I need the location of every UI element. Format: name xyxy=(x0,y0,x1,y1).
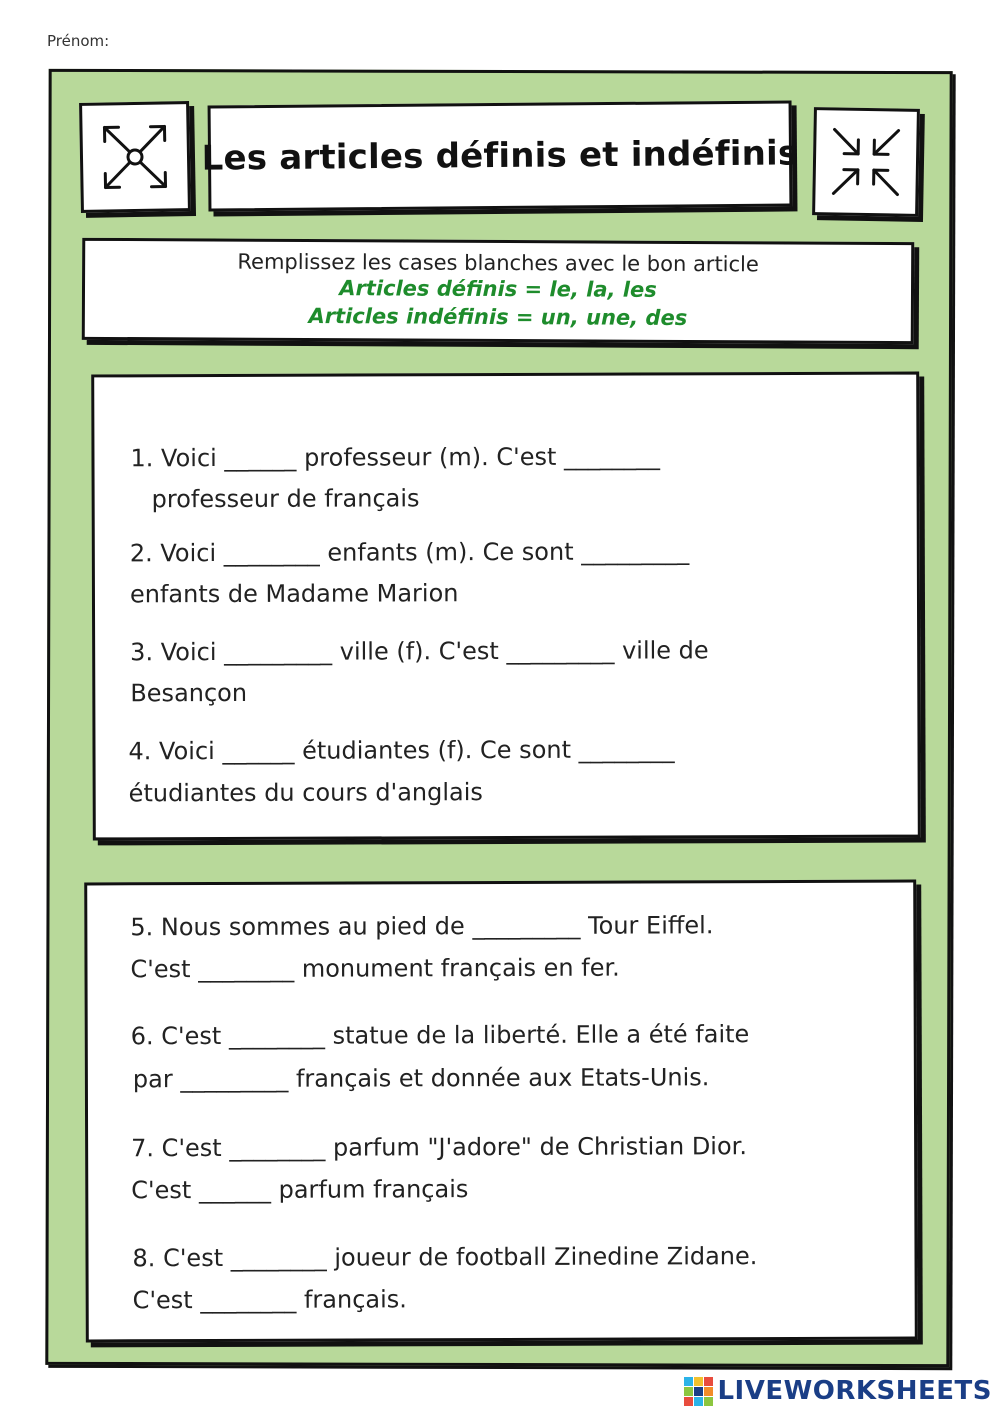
exercise-4-line-2: étudiantes du cours d'anglais xyxy=(128,778,483,808)
exercise-6-line-2: par _________ français et donnée aux Etats-Unis. xyxy=(132,1063,710,1094)
exercise-5-line-2: C'est ________ monument français en fer. xyxy=(130,953,620,984)
exercise-7-line-2: C'est ______ parfum français xyxy=(131,1175,469,1205)
name-label: Prénom: xyxy=(47,32,110,50)
exercise-2-line-2: enfants de Madame Marion xyxy=(129,579,459,609)
collapse-arrows-icon xyxy=(825,121,906,202)
exercise-5-line-1: 5. Nous sommes au pied de _________ Tour Eiffel. xyxy=(130,911,714,942)
exercise-6-line-1: 6. C'est ________ statue de la liberté. Elle a été faite xyxy=(130,1020,750,1051)
collapse-icon-box xyxy=(812,107,920,217)
exercise-1-line-1: 1. Voici ______ professeur (m). C'est ________ xyxy=(130,442,661,473)
brand-name: LIVEWORKSHEETS xyxy=(717,1376,992,1406)
expand-arrows-icon xyxy=(94,116,175,197)
indefinite-articles-text: Articles indéfinis = un, une, des xyxy=(308,304,688,330)
exercise-7-line-1: 7. C'est ________ parfum "J'adore" de Christian Dior. xyxy=(131,1132,747,1163)
definite-articles-text: Articles définis = le, la, les xyxy=(339,276,657,302)
instructions-box xyxy=(82,238,915,344)
exercise-3-line-1: 3. Voici _________ ville (f). C'est _________ ville de xyxy=(130,636,709,667)
exercise-box-1 xyxy=(91,372,921,841)
exercise-4-line-1: 4. Voici ______ étudiantes (f). Ce sont ________ xyxy=(128,735,675,766)
brand-grid-icon xyxy=(684,1377,713,1406)
exercise-2-line-1: 2. Voici ________ enfants (m). Ce sont _________ xyxy=(129,537,690,568)
exercise-list-2 xyxy=(87,883,915,1340)
exercise-8-line-1: 8. C'est ________ joueur de football Zinedine Zidane. xyxy=(132,1242,758,1273)
exercise-3-line-2: Besançon xyxy=(130,678,248,708)
instructions-text: Remplissez les cases blanches avec le bon article xyxy=(237,249,759,277)
exercise-list-1 xyxy=(94,375,918,838)
page-title: Les articles définis et indéfinis xyxy=(201,133,799,179)
exercise-8-line-2: C'est ________ français. xyxy=(132,1285,407,1315)
exercise-1-line-2: professeur de français xyxy=(151,484,420,514)
expand-icon-box xyxy=(79,101,191,213)
exercise-box-2 xyxy=(84,880,918,1343)
title-box xyxy=(201,100,799,211)
brand-logo xyxy=(684,1376,992,1406)
